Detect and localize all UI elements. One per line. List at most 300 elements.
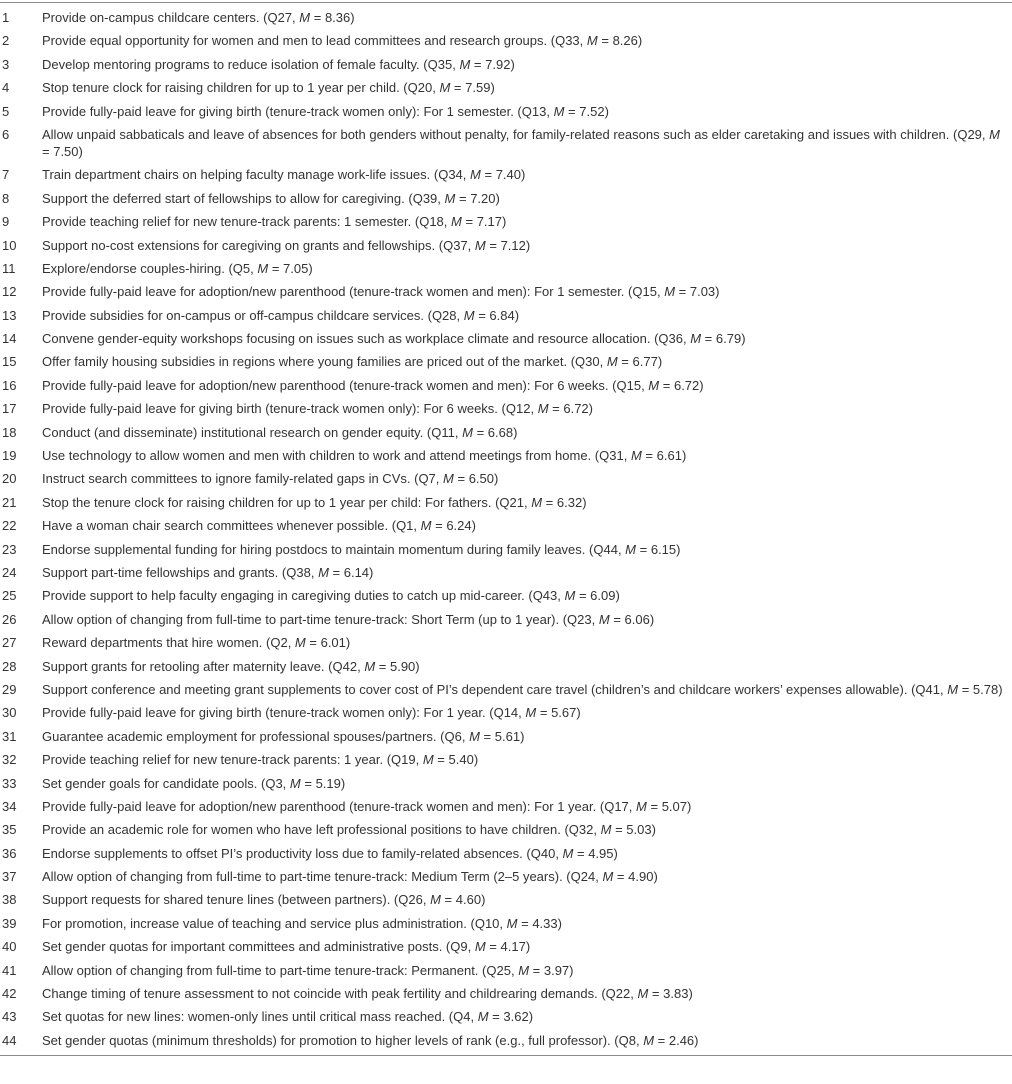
policy-statement: Provide fully-paid leave for giving birth (tenure-track women only): For 6 weeks. bbox=[42, 401, 498, 417]
mean-value: 5.61 bbox=[494, 728, 521, 744]
mean-label: M bbox=[625, 541, 637, 557]
table-row bbox=[0, 773, 1012, 796]
rank-number: 37 bbox=[2, 869, 17, 885]
mean-label: M bbox=[637, 986, 649, 1002]
mean-label: M bbox=[289, 775, 301, 791]
policy-text: Provide fully-paid leave for giving birth (tenure-track women only): For 1 semester. (Q13, M = 7.52) bbox=[42, 103, 609, 119]
mean-label: M bbox=[537, 401, 549, 417]
mean-value: 6.50 bbox=[468, 471, 494, 487]
question-id: Q13 bbox=[521, 103, 547, 119]
question-id: Q35 bbox=[427, 56, 453, 72]
rank-number: 40 bbox=[2, 939, 17, 955]
policy-text: Guarantee academic employment for professional spouses/partners. (Q6, M = 5.61) bbox=[42, 728, 525, 744]
rank-number: 32 bbox=[2, 752, 17, 768]
table-row bbox=[0, 960, 1012, 983]
policy-text: Provide subsidies for on-campus or off-campus childcare services. (Q28, M = 6.84) bbox=[42, 307, 520, 323]
mean-value: 3.62 bbox=[503, 1009, 529, 1025]
question-id: Q10 bbox=[474, 915, 500, 931]
rank-number: 38 bbox=[2, 892, 17, 908]
mean-value: 7.50 bbox=[53, 143, 79, 159]
mean-value: 4.33 bbox=[532, 915, 558, 931]
mean-label: M bbox=[602, 869, 614, 885]
question-id: Q41 bbox=[915, 681, 940, 697]
rank-number: 28 bbox=[2, 658, 17, 674]
policy-text: Support no-cost extensions for caregiving on grants and fellowships. (Q37, M = 7.12) bbox=[42, 237, 531, 253]
table-row bbox=[0, 983, 1012, 1006]
policy-text: Provide support to help faculty engaging in caregiving duties to catch up mid-career. (Q43, M = 6.09) bbox=[42, 588, 620, 604]
rank-number: 43 bbox=[2, 1009, 17, 1025]
mean-label: M bbox=[643, 1032, 655, 1048]
policy-statement: Provide fully-paid leave for adoption/new parenthood (tenure-track women and men): For 6 weeks. bbox=[42, 377, 609, 393]
table-row bbox=[0, 1006, 1012, 1029]
policy-text: Allow option of changing from full-time to part-time tenure-track: Medium Term (2–5 years). (Q24, M = 4.90) bbox=[42, 869, 658, 885]
mean-value: 7.17 bbox=[476, 214, 502, 230]
policy-text: Support grants for retooling after maternity leave. (Q42, M = 5.90) bbox=[42, 658, 420, 674]
mean-value: 8.26 bbox=[612, 33, 638, 49]
policy-statement: Endorse supplements to offset PI’s productivity loss due to family-related absences. bbox=[42, 845, 523, 861]
policy-text: Provide fully-paid leave for adoption/new parenthood (tenure-track women and men): For 1 year. (Q17, M = 5.07) bbox=[42, 798, 692, 814]
question-id: Q3 bbox=[265, 775, 283, 791]
question-id: Q17 bbox=[604, 798, 629, 814]
question-id: Q19 bbox=[391, 752, 416, 768]
table-row bbox=[0, 562, 1012, 585]
mean-value: 4.60 bbox=[455, 892, 482, 908]
mean-label: M bbox=[364, 658, 376, 674]
mean-value: 6.06 bbox=[624, 611, 650, 627]
table-row bbox=[0, 609, 1012, 632]
question-id: Q30 bbox=[575, 354, 600, 370]
mean-value: 8.36 bbox=[324, 10, 351, 25]
mean-value: 5.07 bbox=[661, 798, 687, 814]
policy-text: Endorse supplemental funding for hiring postdocs to maintain momentum during family leaves. (Q44, M = 6.15) bbox=[42, 541, 681, 557]
mean-value: 7.40 bbox=[495, 167, 522, 183]
question-id: Q8 bbox=[618, 1032, 636, 1048]
table-row bbox=[0, 164, 1012, 187]
table-row bbox=[0, 30, 1012, 53]
mean-label: M bbox=[553, 103, 565, 119]
policy-statement: Provide fully-paid leave for adoption/new parenthood (tenure-track women and men): For 1 year. bbox=[42, 798, 597, 814]
mean-value: 7.05 bbox=[283, 260, 309, 276]
mean-value: 4.17 bbox=[500, 939, 526, 955]
mean-value: 6.61 bbox=[656, 448, 682, 464]
mean-value: 7.03 bbox=[689, 284, 716, 300]
rank-number: 10 bbox=[2, 237, 17, 253]
table-row bbox=[0, 54, 1012, 77]
table-row bbox=[0, 702, 1012, 725]
policy-text: Reward departments that hire women. (Q2, M = 6.01) bbox=[42, 635, 351, 651]
table-row bbox=[0, 258, 1012, 281]
question-id: Q37 bbox=[443, 237, 468, 253]
policy-statement: Provide fully-paid leave for giving birth (tenure-track women only): For 1 semester. bbox=[42, 103, 514, 119]
policy-statement: Use technology to allow women and men with children to work and attend meetings from home. bbox=[42, 448, 592, 464]
mean-value: 6.01 bbox=[320, 635, 346, 651]
question-id: Q25 bbox=[486, 962, 511, 978]
policy-text: Provide teaching relief for new tenure-track parents: 1 semester. (Q18, M = 7.17) bbox=[42, 214, 507, 230]
mean-label: M bbox=[462, 424, 473, 440]
question-id: Q24 bbox=[570, 869, 596, 885]
mean-label: M bbox=[525, 705, 537, 721]
table-row bbox=[0, 749, 1012, 772]
mean-value: 2.46 bbox=[668, 1032, 695, 1048]
table-row bbox=[0, 445, 1012, 468]
question-id: Q40 bbox=[530, 845, 556, 861]
mean-value: 4.95 bbox=[588, 845, 614, 861]
rank-number: 17 bbox=[2, 401, 17, 417]
mean-value: 5.78 bbox=[972, 681, 999, 697]
question-id: Q5 bbox=[232, 260, 251, 276]
mean-label: M bbox=[690, 331, 702, 347]
policy-statement: Support the deferred start of fellowships to allow for caregiving. bbox=[42, 190, 405, 206]
table-row bbox=[0, 585, 1012, 608]
table-row bbox=[0, 1030, 1012, 1053]
mean-label: M bbox=[600, 822, 612, 838]
policy-text: Develop mentoring programs to reduce isolation of female faculty. (Q35, M = 7.92) bbox=[42, 56, 515, 72]
rank-number: 20 bbox=[2, 471, 17, 487]
question-id: Q23 bbox=[567, 611, 592, 627]
mean-label: M bbox=[531, 494, 543, 510]
mean-label: M bbox=[947, 681, 959, 697]
policy-statement: Provide support to help faculty engaging in caregiving duties to catch up mid-career. bbox=[42, 588, 525, 604]
mean-value: 6.84 bbox=[489, 307, 515, 323]
policy-statement: Change timing of tenure assessment to not coincide with peak fertility and childrearing demands. bbox=[42, 986, 598, 1002]
policy-text: Instruct search committees to ignore family-related gaps in CVs. (Q7, M = 6.50) bbox=[42, 471, 499, 487]
question-id: Q44 bbox=[593, 541, 618, 557]
rank-number: 36 bbox=[2, 845, 17, 861]
mean-label: M bbox=[444, 190, 456, 206]
mean-label: M bbox=[451, 214, 462, 230]
policy-text: Provide fully-paid leave for adoption/new parenthood (tenure-track women and men): For 1 semester. (Q15, M = 7.03) bbox=[42, 284, 720, 300]
question-id: Q42 bbox=[332, 658, 358, 674]
rank-number: 25 bbox=[2, 588, 17, 604]
rank-number: 42 bbox=[2, 986, 17, 1002]
policy-text: Stop tenure clock for raising children for up to 1 year per child. (Q20, M = 7.59) bbox=[42, 80, 495, 96]
question-id: Q38 bbox=[286, 564, 311, 580]
mean-label: M bbox=[470, 167, 481, 183]
table-row bbox=[0, 843, 1012, 866]
mean-label: M bbox=[562, 845, 574, 861]
policy-text: Train department chairs on helping faculty manage work-life issues. (Q34, M = 7.40) bbox=[42, 167, 526, 183]
mean-label: M bbox=[430, 892, 441, 908]
mean-value: 7.92 bbox=[485, 56, 511, 72]
rank-number: 44 bbox=[2, 1032, 17, 1048]
rank-number: 22 bbox=[2, 518, 17, 534]
question-id: Q6 bbox=[444, 728, 462, 744]
mean-label: M bbox=[459, 56, 471, 72]
table-row bbox=[0, 235, 1012, 258]
table-row bbox=[0, 889, 1012, 912]
mean-value: 7.20 bbox=[470, 190, 496, 206]
mean-value: 4.90 bbox=[628, 869, 654, 885]
rank-number: 8 bbox=[2, 190, 10, 206]
table-row bbox=[0, 77, 1012, 100]
policy-statement: Provide an academic role for women who have left professional positions to have children. bbox=[42, 822, 561, 838]
question-id: Q14 bbox=[493, 705, 519, 721]
mean-value: 3.83 bbox=[663, 986, 689, 1002]
policy-statement: Provide equal opportunity for women and men to lead committees and research groups. bbox=[42, 33, 548, 49]
rank-number: 13 bbox=[2, 307, 17, 323]
policy-text: Allow option of changing from full-time to part-time tenure-track: Permanent. (Q25, M = 3.97) bbox=[42, 962, 574, 978]
policy-statement: For promotion, increase value of teaching and service plus administration. bbox=[42, 915, 467, 931]
rank-number: 21 bbox=[2, 494, 17, 510]
policy-statement: Provide fully-paid leave for adoption/new parenthood (tenure-track women and men): For 1 semester. bbox=[42, 284, 625, 300]
table-row bbox=[0, 281, 1012, 304]
policy-text: Provide fully-paid leave for giving birth (tenure-track women only): For 6 weeks. (Q12, M = 6.72) bbox=[42, 401, 594, 417]
question-id: Q11 bbox=[431, 424, 455, 440]
rank-number: 16 bbox=[2, 377, 17, 393]
rank-number: 12 bbox=[2, 284, 17, 300]
table-row bbox=[0, 866, 1012, 889]
policy-statement: Support part-time fellowships and grants. bbox=[42, 564, 279, 580]
mean-value: 5.90 bbox=[389, 658, 416, 674]
table-bottom-rule bbox=[0, 1055, 1012, 1056]
policy-text: Provide fully-paid leave for adoption/new parenthood (tenure-track women and men): For 6 weeks. (Q15, M = 6.72) bbox=[42, 377, 704, 393]
policy-statement: Provide fully-paid leave for giving birth (tenure-track women only): For 1 year. bbox=[42, 705, 486, 721]
mean-value: 6.15 bbox=[650, 541, 677, 557]
mean-label: M bbox=[422, 752, 434, 768]
rank-number: 15 bbox=[2, 354, 17, 370]
mean-value: 7.52 bbox=[579, 103, 605, 119]
policy-statement: Set gender quotas (minimum thresholds) for promotion to higher levels of rank (e.g., full professor). bbox=[42, 1032, 611, 1048]
rank-number: 30 bbox=[2, 705, 17, 721]
rank-number: 26 bbox=[2, 611, 17, 627]
policy-statement: Set quotas for new lines: women-only lines until critical mass reached. bbox=[42, 1009, 446, 1025]
rank-number: 29 bbox=[2, 681, 17, 697]
table-row bbox=[0, 124, 1012, 164]
policy-text: Support conference and meeting grant supplements to cover cost of PI’s dependent care travel (children’s and childcare workers’ expenses allowable). (Q41, M = 5.78) bbox=[42, 681, 1003, 697]
question-id: Q21 bbox=[499, 494, 524, 510]
mean-label: M bbox=[989, 126, 1000, 142]
mean-label: M bbox=[606, 354, 618, 370]
question-id: Q39 bbox=[412, 190, 438, 206]
policy-text: Provide teaching relief for new tenure-track parents: 1 year. (Q19, M = 5.40) bbox=[42, 752, 479, 768]
mean-label: M bbox=[463, 307, 475, 323]
policy-statement: Support conference and meeting grant supplements to cover cost of PI’s dependent care travel (children’s and childcare workers’ expenses allowable). bbox=[42, 681, 908, 697]
table-row bbox=[0, 515, 1012, 538]
policy-statement: Allow unpaid sabbaticals and leave of absences for both genders without penalty, for family-related reasons such as elder caretaking and issues with children. bbox=[42, 126, 950, 142]
policy-text: Explore/endorse couples-hiring. (Q5, M = 7.05) bbox=[42, 260, 313, 276]
table-row bbox=[0, 726, 1012, 749]
policy-text: Convene gender-equity workshops focusing on issues such as workplace climate and resource allocation. (Q36, M = 6.79) bbox=[42, 331, 746, 347]
question-id: Q28 bbox=[431, 307, 457, 323]
rank-number: 27 bbox=[2, 635, 17, 651]
policy-text: Provide fully-paid leave for giving birth (tenure-track women only): For 1 year. (Q14, M = 5.67) bbox=[42, 705, 581, 721]
rank-number: 4 bbox=[2, 80, 10, 96]
policy-text: Set gender quotas (minimum thresholds) for promotion to higher levels of rank (e.g., full professor). (Q8, M = 2.46) bbox=[42, 1032, 699, 1048]
table-row bbox=[0, 398, 1012, 421]
rank-number: 33 bbox=[2, 775, 17, 791]
policy-text: Support part-time fellowships and grants. (Q38, M = 6.14) bbox=[42, 564, 374, 580]
policy-statement: Set gender quotas for important committees and administrative posts. bbox=[42, 939, 443, 955]
policy-text: For promotion, increase value of teaching and service plus administration. (Q10, M = 4.33) bbox=[42, 915, 562, 931]
policy-text: Stop the tenure clock for raising children for up to 1 year per child: For fathers. (Q21, M = 6.32) bbox=[42, 494, 587, 510]
mean-value: 7.59 bbox=[465, 80, 491, 96]
mean-value: 6.32 bbox=[556, 494, 583, 510]
mean-label: M bbox=[443, 471, 454, 487]
question-id: Q20 bbox=[407, 80, 433, 96]
policy-text: Provide equal opportunity for women and men to lead committees and research groups. (Q33, M = 8.26) bbox=[42, 33, 643, 49]
mean-value: 5.67 bbox=[551, 705, 577, 721]
table-row bbox=[0, 632, 1012, 655]
policy-text: Endorse supplements to offset PI’s productivity loss due to family-related absences. (Q40, M = 4.95) bbox=[42, 845, 618, 861]
policy-statement: Train department chairs on helping faculty manage work-life issues. bbox=[42, 167, 431, 183]
policy-statement: Stop tenure clock for raising children for up to 1 year per child. bbox=[42, 80, 400, 96]
mean-label: M bbox=[636, 798, 647, 814]
mean-label: M bbox=[586, 33, 598, 49]
policy-text: Provide an academic role for women who have left professional positions to have children. (Q32, M = 5.03) bbox=[42, 822, 656, 838]
mean-label: M bbox=[630, 448, 642, 464]
rank-number: 34 bbox=[2, 798, 17, 814]
mean-value: 5.19 bbox=[315, 775, 341, 791]
rank-number: 41 bbox=[2, 962, 17, 978]
mean-value: 6.79 bbox=[715, 331, 742, 347]
mean-label: M bbox=[318, 564, 329, 580]
table-row bbox=[0, 351, 1012, 374]
policy-statement: Allow option of changing from full-time to part-time tenure-track: Medium Term (2–5 years). bbox=[42, 869, 563, 885]
policy-statement: Convene gender-equity workshops focusing on issues such as workplace climate and resource allocation. bbox=[42, 331, 651, 347]
policy-statement: Allow option of changing from full-time to part-time tenure-track: Permanent. bbox=[42, 962, 479, 978]
question-id: Q33 bbox=[555, 33, 580, 49]
question-id: Q4 bbox=[453, 1009, 471, 1025]
policy-statement: Support grants for retooling after maternity leave. bbox=[42, 658, 325, 674]
mean-value: 6.77 bbox=[632, 354, 658, 370]
mean-value: 6.09 bbox=[590, 588, 616, 604]
mean-label: M bbox=[518, 962, 530, 978]
policy-text: Provide on-campus childcare centers. (Q27, M = 8.36) bbox=[42, 10, 355, 25]
question-id: Q27 bbox=[267, 10, 293, 25]
policy-text: Allow option of changing from full-time to part-time tenure-track: Short Term (up to 1 year). (Q23, M = 6.06) bbox=[42, 611, 655, 627]
mean-value: 7.12 bbox=[500, 237, 526, 253]
mean-value: 6.72 bbox=[563, 401, 589, 417]
mean-label: M bbox=[294, 635, 306, 651]
mean-value: 6.14 bbox=[343, 564, 370, 580]
policy-statement: Develop mentoring programs to reduce isolation of female faculty. bbox=[42, 56, 420, 72]
table-row bbox=[0, 656, 1012, 679]
rank-number: 31 bbox=[2, 728, 17, 744]
policy-text: Support requests for shared tenure lines (between partners). (Q26, M = 4.60) bbox=[42, 892, 486, 908]
question-id: Q12 bbox=[505, 401, 531, 417]
mean-label: M bbox=[257, 260, 269, 276]
question-id: Q26 bbox=[398, 892, 423, 908]
policy-statement: Allow option of changing from full-time to part-time tenure-track: Short Term (up to 1 year). bbox=[42, 611, 560, 627]
mean-label: M bbox=[506, 915, 518, 931]
policy-statement: Offer family housing subsidies in regions where young families are priced out of the market. bbox=[42, 354, 568, 370]
table-row bbox=[0, 679, 1012, 702]
question-id: Q15 bbox=[616, 377, 642, 393]
policy-statement: Conduct (and disseminate) institutional research on gender equity. bbox=[42, 424, 424, 440]
table-top-rule bbox=[0, 2, 1012, 3]
policy-text: Set gender quotas for important committees and administrative posts. (Q9, M = 4.17) bbox=[42, 939, 531, 955]
table-row bbox=[0, 305, 1012, 328]
table-row bbox=[0, 539, 1012, 562]
rank-number: 9 bbox=[2, 214, 10, 230]
table-row bbox=[0, 819, 1012, 842]
policy-statement: Endorse supplemental funding for hiring postdocs to maintain momentum during family leaves. bbox=[42, 541, 586, 557]
policy-statement: Provide teaching relief for new tenure-track parents: 1 year. bbox=[42, 752, 384, 768]
rank-number: 6 bbox=[2, 126, 10, 142]
policy-statement: Reward departments that hire women. bbox=[42, 635, 263, 651]
mean-label: M bbox=[564, 588, 576, 604]
rank-number: 35 bbox=[2, 822, 17, 838]
policy-statement: Provide on-campus childcare centers. bbox=[42, 10, 260, 25]
question-id: Q7 bbox=[418, 471, 436, 487]
question-id: Q36 bbox=[658, 331, 683, 347]
policy-statement: Have a woman chair search committees whenever possible. bbox=[42, 518, 389, 534]
rank-number: 39 bbox=[2, 915, 17, 931]
table-row bbox=[0, 188, 1012, 211]
policy-statement: Support requests for shared tenure lines (between partners). bbox=[42, 892, 391, 908]
mean-label: M bbox=[648, 377, 660, 393]
mean-value: 6.68 bbox=[487, 424, 514, 440]
mean-value: 5.03 bbox=[626, 822, 652, 838]
policy-statement: Provide subsidies for on-campus or off-campus childcare services. bbox=[42, 307, 424, 323]
table-row bbox=[0, 7, 1012, 30]
rank-number: 14 bbox=[2, 331, 17, 347]
mean-value: 6.24 bbox=[446, 518, 472, 534]
mean-label: M bbox=[474, 237, 486, 253]
question-id: Q9 bbox=[450, 939, 468, 955]
question-id: Q31 bbox=[599, 448, 624, 464]
question-id: Q15 bbox=[632, 284, 657, 300]
table-row bbox=[0, 492, 1012, 515]
table-row bbox=[0, 211, 1012, 234]
mean-label: M bbox=[469, 728, 480, 744]
table-row bbox=[0, 375, 1012, 398]
rank-number: 2 bbox=[2, 33, 10, 49]
mean-label: M bbox=[299, 10, 311, 25]
question-id: Q2 bbox=[270, 635, 288, 651]
rank-number: 19 bbox=[2, 448, 17, 464]
mean-value: 6.72 bbox=[673, 377, 700, 393]
policy-text: Use technology to allow women and men with children to work and attend meetings from home. (Q31, M = 6.61) bbox=[42, 448, 687, 464]
mean-label: M bbox=[439, 80, 451, 96]
policy-text: Support the deferred start of fellowships to allow for caregiving. (Q39, M = 7.20) bbox=[42, 190, 500, 206]
question-id: Q34 bbox=[438, 167, 463, 183]
mean-value: 5.40 bbox=[448, 752, 474, 768]
question-id: Q43 bbox=[532, 588, 558, 604]
policy-text: Conduct (and disseminate) institutional research on gender equity. (Q11, M = 6.68) bbox=[42, 424, 518, 440]
rank-number: 3 bbox=[2, 56, 10, 72]
policy-text: Allow unpaid sabbaticals and leave of absences for both genders without penalty, for family-related reasons such as elder caretaking and issues with children. (Q29, M = 7.50) bbox=[42, 126, 1000, 159]
rank-number: 23 bbox=[2, 541, 17, 557]
policy-text: Change timing of tenure assessment to not coincide with peak fertility and childrearing demands. (Q22, M = 3.83) bbox=[42, 986, 693, 1002]
mean-value: 3.97 bbox=[543, 962, 570, 978]
mean-label: M bbox=[474, 939, 486, 955]
question-id: Q18 bbox=[419, 214, 444, 230]
question-id: Q29 bbox=[957, 126, 982, 142]
policy-statement: Explore/endorse couples-hiring. bbox=[42, 260, 225, 276]
table-row bbox=[0, 936, 1012, 959]
policy-text: Offer family housing subsidies in regions where young families are priced out of the market. (Q30, M = 6.77) bbox=[42, 354, 663, 370]
rank-number: 11 bbox=[2, 260, 16, 276]
policy-statement: Stop the tenure clock for raising children for up to 1 year per child: For fathers. bbox=[42, 494, 492, 510]
table-row bbox=[0, 913, 1012, 936]
mean-label: M bbox=[477, 1009, 489, 1025]
question-id: Q1 bbox=[396, 518, 414, 534]
policy-text: Set quotas for new lines: women-only lines until critical mass reached. (Q4, M = 3.62) bbox=[42, 1009, 534, 1025]
mean-label: M bbox=[664, 284, 676, 300]
table-row bbox=[0, 101, 1012, 124]
table-row bbox=[0, 422, 1012, 445]
table-row bbox=[0, 796, 1012, 819]
policy-statement: Provide teaching relief for new tenure-track parents: 1 semester. bbox=[42, 214, 412, 230]
policy-text: Set gender goals for candidate pools. (Q3, M = 5.19) bbox=[42, 775, 346, 791]
table-row bbox=[0, 328, 1012, 351]
policy-statement: Instruct search committees to ignore family-related gaps in CVs. bbox=[42, 471, 411, 487]
rank-number: 1 bbox=[2, 10, 10, 25]
mean-label: M bbox=[420, 518, 432, 534]
rank-number: 24 bbox=[2, 564, 17, 580]
question-id: Q22 bbox=[605, 986, 631, 1002]
